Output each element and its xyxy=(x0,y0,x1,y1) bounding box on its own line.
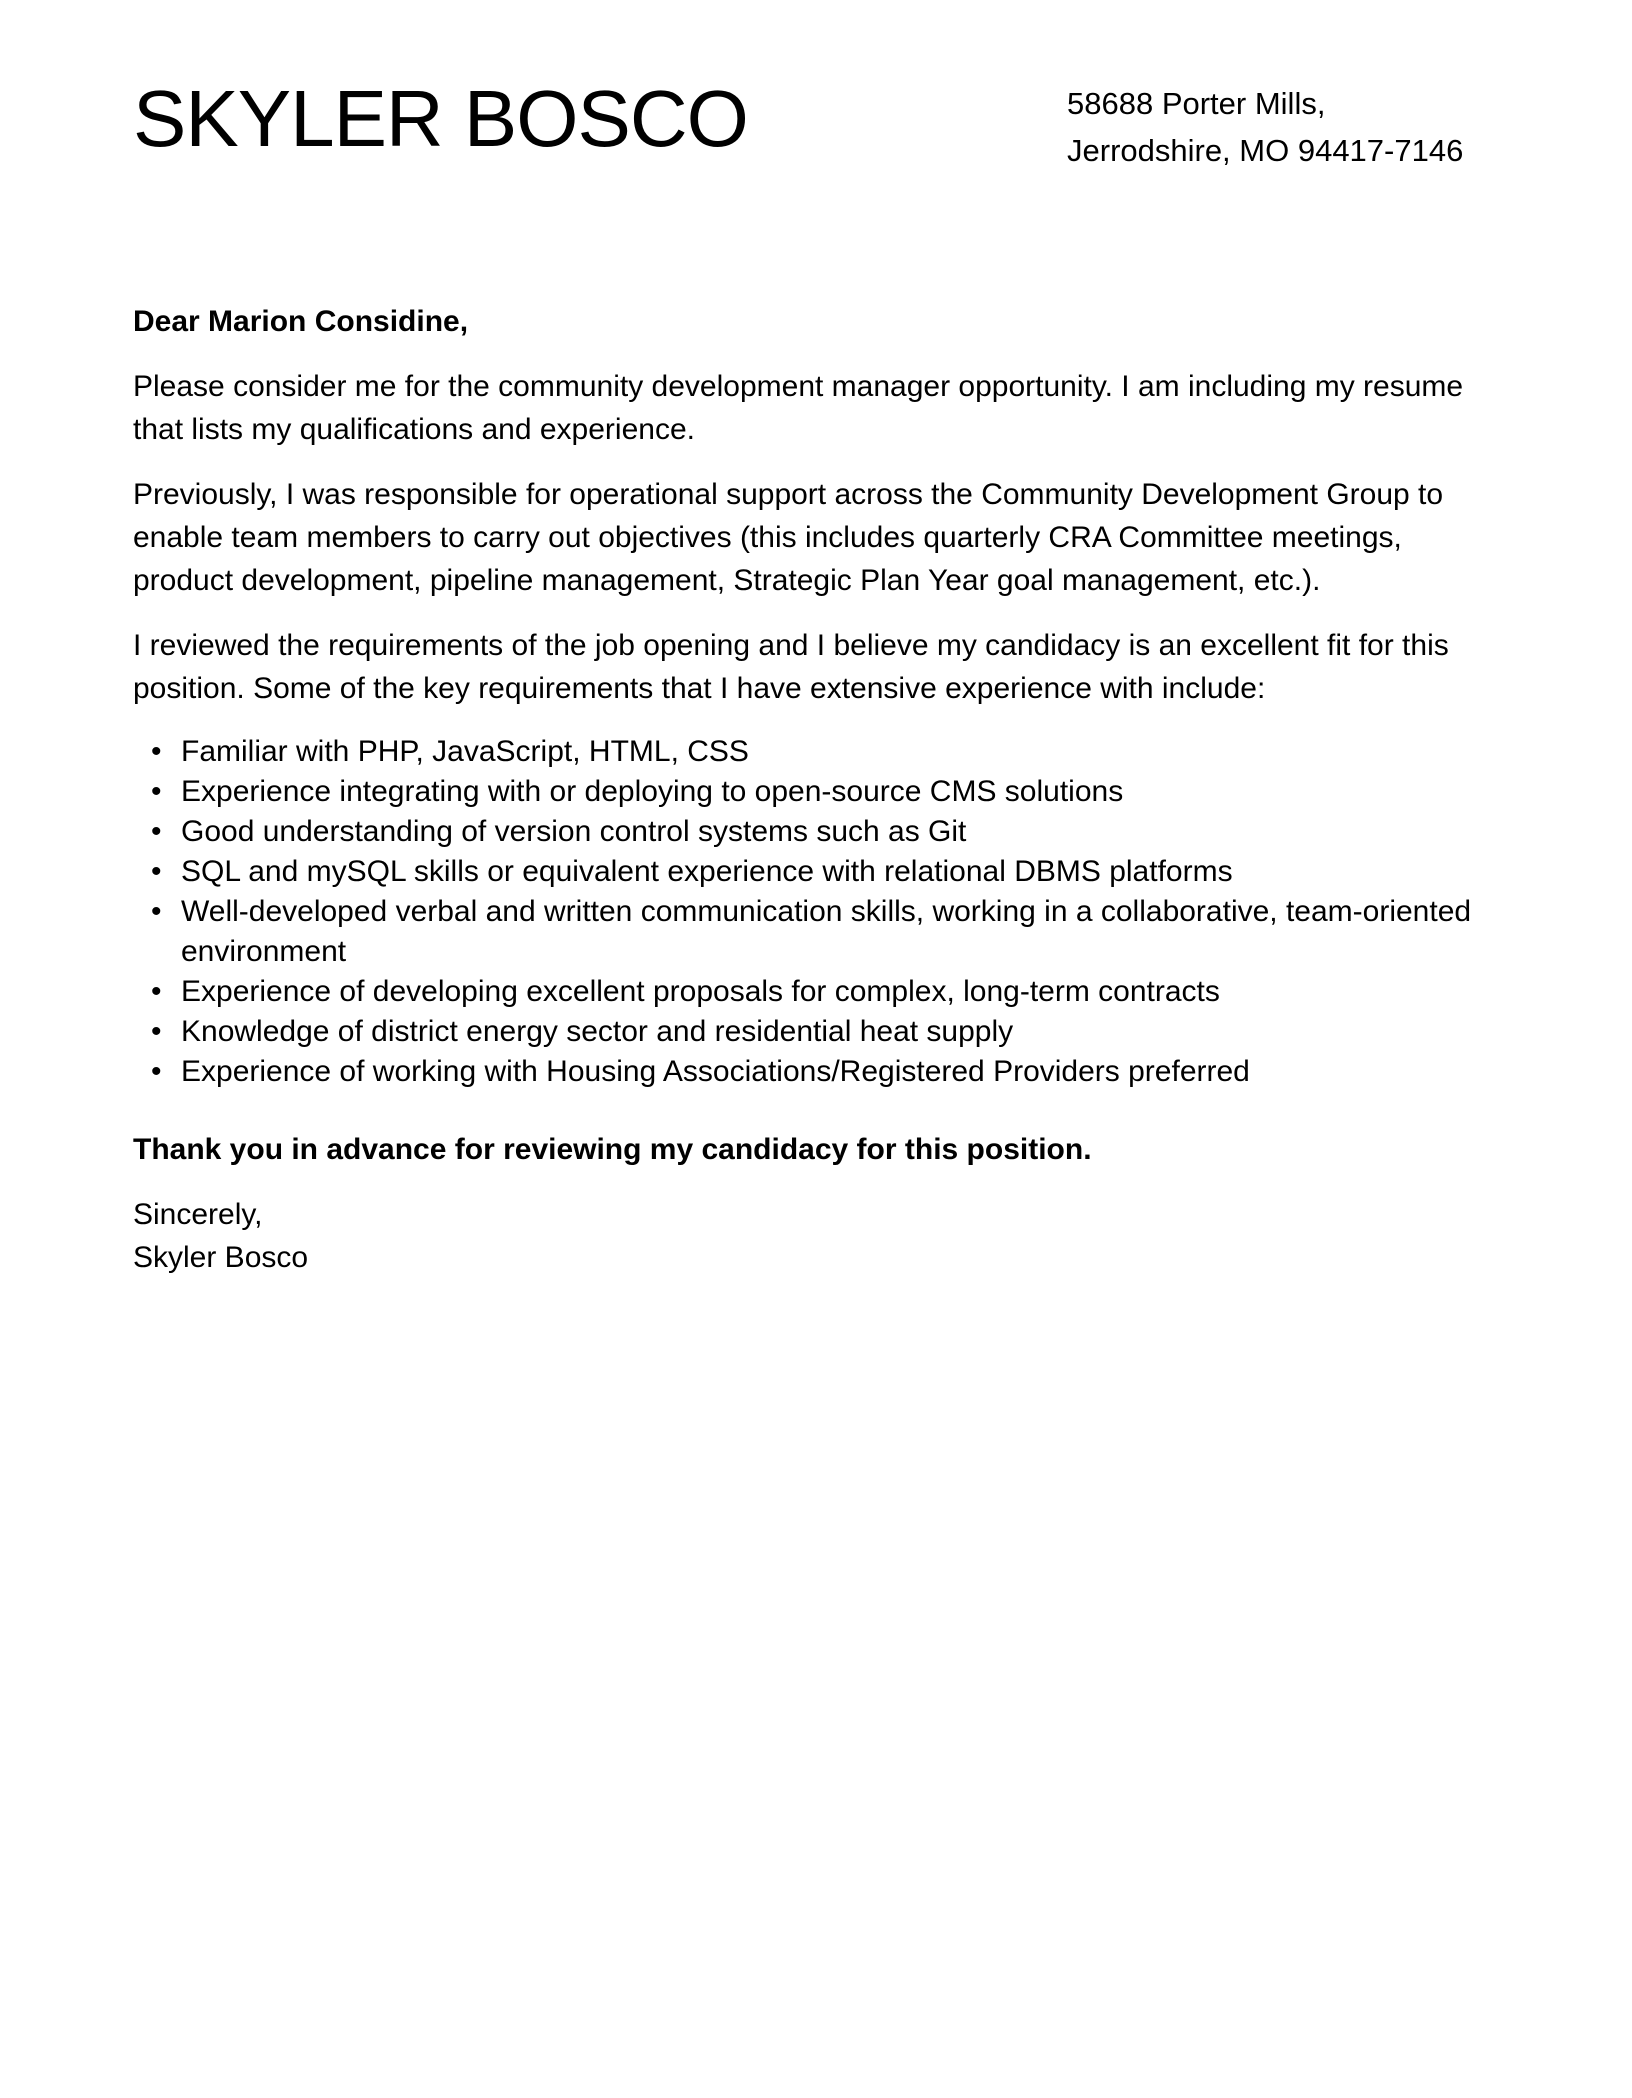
address-line-1: 58688 Porter Mills, xyxy=(1067,86,1326,121)
intro-paragraph: Please consider me for the community development manager opportunity. I am including my resume that lists my qualifications and experience. xyxy=(133,370,1464,446)
requirement-text: Good understanding of version control systems such as Git xyxy=(181,815,967,848)
requirement-text: Familiar with PHP, JavaScript, HTML, CSS xyxy=(181,735,749,768)
list-item xyxy=(151,1052,1503,1092)
list-item xyxy=(151,892,1503,972)
applicant-name: SKYLER BOSCO xyxy=(133,74,748,163)
list-item xyxy=(151,772,1503,812)
requirement-text: Experience of developing excellent proposals for complex, long-term contracts xyxy=(181,975,1220,1008)
bullet-icon: • xyxy=(151,775,162,808)
letter-body xyxy=(133,300,1503,1279)
signature-name: Skyler Bosco xyxy=(133,1241,309,1274)
list-item xyxy=(151,732,1503,772)
bullet-icon: • xyxy=(151,1055,162,1088)
applicant-address xyxy=(1067,80,1463,174)
requirements-list xyxy=(133,732,1503,1092)
bullet-icon: • xyxy=(151,855,162,888)
bullet-icon: • xyxy=(151,895,162,928)
experience-paragraph: Previously, I was responsible for operational support across the Community Development Group to enable team members to carry out objectives (this includes quarterly CRA Committee meetings, product development, pipeline management, Strategic Plan Year goal management, etc.). xyxy=(133,478,1444,597)
requirement-text: Well-developed verbal and written communication skills, working in a collaborative, team-oriented environment xyxy=(181,895,1472,968)
requirement-text: Experience integrating with or deploying to open-source CMS solutions xyxy=(181,775,1124,808)
address-line-2: Jerrodshire, MO 94417-7146 xyxy=(1067,133,1464,168)
signoff-text: Sincerely, xyxy=(133,1198,263,1231)
salutation: Dear Marion Considine, xyxy=(133,305,469,338)
bullet-icon: • xyxy=(151,815,162,848)
thank-you-line: Thank you in advance for reviewing my candidacy for this position. xyxy=(133,1133,1092,1166)
bullet-icon: • xyxy=(151,1015,162,1048)
requirement-text: SQL and mySQL skills or equivalent experience with relational DBMS platforms xyxy=(181,855,1233,888)
requirements-intro-paragraph: I reviewed the requirements of the job opening and I believe my candidacy is an excellent fit for this position. Some of the key requirements that I have extensive experience with include: xyxy=(133,629,1449,705)
bullet-icon: • xyxy=(151,975,162,1008)
requirement-text: Knowledge of district energy sector and residential heat supply xyxy=(181,1015,1014,1048)
list-item xyxy=(151,972,1503,1012)
list-item xyxy=(151,1012,1503,1052)
list-item xyxy=(151,852,1503,892)
bullet-icon: • xyxy=(151,735,162,768)
list-item xyxy=(151,812,1503,852)
requirement-text: Experience of working with Housing Associations/Registered Providers preferred xyxy=(181,1055,1250,1088)
signoff-block xyxy=(133,1193,1503,1279)
